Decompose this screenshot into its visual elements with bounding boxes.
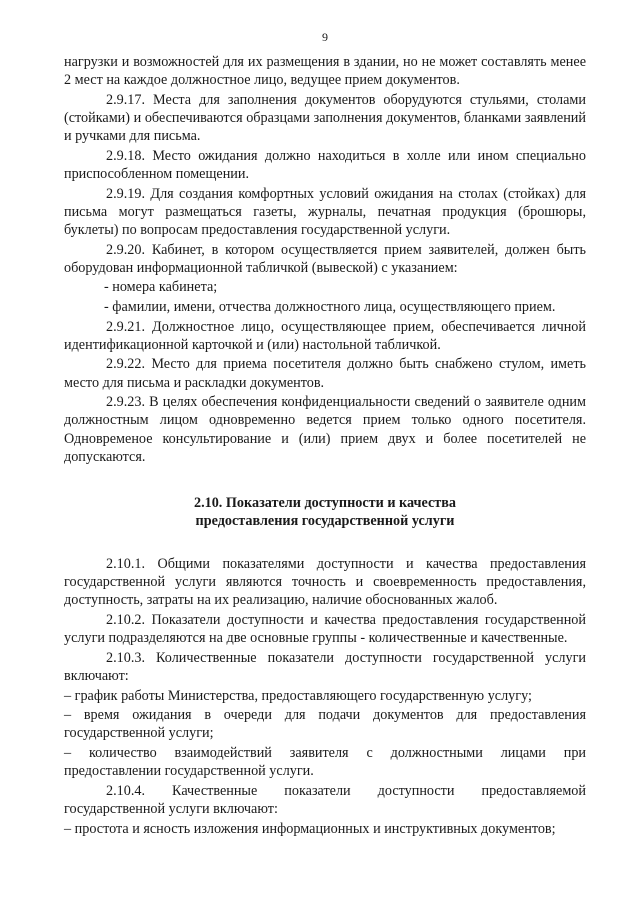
section-heading-2-10 [64,494,586,531]
paragraph-continuation: нагрузки и возможностей для их размещения в здании, но не может составлять менее 2 мест на каждое должностное лицо, ведущее прием документов. [64,54,586,89]
list-item-interactions-count: – количество взаимодействий заявителя с должностными лицами при предоставлении государственной услуги. [64,744,586,780]
paragraph-2-10-1: 2.10.1. Общими показателями доступности и качества предоставления государственной услуги являются точность и своевременность предоставления, доступность, затраты на их реализацию, наличие обоснованных жалоб. [64,555,586,609]
paragraph-2-9-22: 2.9.22. Место для приема посетителя должно быть снабжено стулом, иметь место для письма и раскладки документов. [64,356,586,391]
list-item-simplicity-clarity: – простота и ясность изложения информационных и инструктивных документов; [64,820,556,837]
paragraph-2-10-2: 2.10.2. Показатели доступности и качества предоставления государственной услуги подразделяются на две основные группы - количественные и качественные. [64,611,586,647]
paragraph-2-9-19: 2.9.19. Для создания комфортных условий ожидания на столах (стойках) для письма могут размещаться газеты, журналы, печатная продукция (брошюры, буклеты) по вопросам предоставления государственной услуги. [64,185,586,238]
paragraph-2-9-21: 2.9.21. Должностное лицо, осуществляющее прием, обеспечивается личной идентификационной карточкой и (или) настольной табличкой. [64,318,586,353]
paragraph-2-9-23: 2.9.23. В целях обеспечения конфиденциальности сведений о заявителе одним должностным лицом одновременно ведется прием только одного посетителя. Одновременое консультирование и (или) прием двух и более посетителей не допускаются. [64,394,586,465]
document-page [64,30,586,839]
heading-line-2: предоставления государственной услуги [195,513,455,530]
list-item-room-number: - номера кабинета; [104,279,218,296]
list-item-work-schedule: – график работы Министерства, предоставляющего государственную услугу; [64,687,532,704]
page-number: 9 [322,30,328,44]
list-item-official-name: - фамилии, имени, отчества должностного лица, осуществляющего прием. [104,298,556,315]
paragraph-2-10-3: 2.10.3. Количественные показатели доступности государственной услуги включают: [64,649,586,684]
list-item-waiting-time: – время ожидания в очереди для подачи документов для предоставления государственной услуги; [64,707,586,742]
paragraph-2-9-18: 2.9.18. Место ожидания должно находиться в холле или ином специально приспособленном помещении. [64,147,586,182]
paragraph-2-9-20: 2.9.20. Кабинет, в котором осуществляется прием заявителей, должен быть оборудован информационной табличкой (вывеской) с указанием: [64,241,586,276]
section-2-10 [64,555,586,838]
paragraph-2-9-17: 2.9.17. Места для заполнения документов оборудуются стульями, столами (стойками) и обеспечиваются образцами заполнения документов, бланками заявлений и ручками для письма. [64,91,586,145]
section-2-9-continued [64,53,586,466]
heading-line-1: 2.10. Показатели доступности и качества [193,494,457,511]
paragraph-2-10-4: 2.10.4. Качественные показатели доступности предоставляемой государственной услуги включают: [64,782,586,817]
